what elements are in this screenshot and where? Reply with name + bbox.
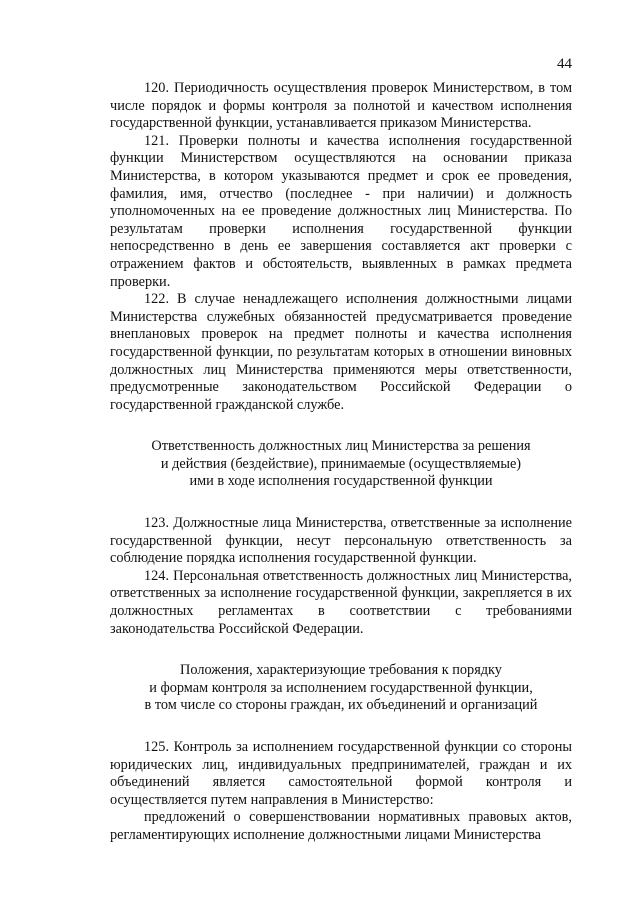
spacer xyxy=(110,715,572,739)
paragraph-122: 122. В случае ненадлежащего исполнения должностными лицами Министерства служебных обязанностей предусматривается проведение внеплановых проверок на предмет полноты и качества исполнения государственной функции, по результатам которых в отношении виновных должностных лиц Министерства применяются меры ответственности, предусмотренные законодательством Российской Федерации о государственной гражданской службе. xyxy=(110,291,572,413)
spacer xyxy=(110,638,572,662)
heading-line: ими в ходе исполнения государственной функции xyxy=(189,473,493,490)
paragraph-125: 125. Контроль за исполнением государственной функции со стороны юридических лиц, индивидуальных предпринимателей, граждан и их объединений является самостоятельной формой контроля и осуществляется путем направления в Министерство: xyxy=(110,739,572,808)
section-heading-control-requirements xyxy=(110,662,572,715)
paragraph-120: 120. Периодичность осуществления проверок Министерством, в том числе порядок и формы контроля за полнотой и качеством исполнения государственной функции, устанавливается приказом Министерства. xyxy=(110,80,572,132)
heading-line: Ответственность должностных лиц Министерства за решения xyxy=(151,438,531,455)
heading-line: и действия (бездействие), принимаемые (осуществляемые) xyxy=(160,455,522,472)
paragraph-123: 123. Должностные лица Министерства, ответственные за исполнение государственной функции, несут персональную ответственность за соблюдение порядка исполнения государственной функции. xyxy=(110,515,572,567)
heading-line: и формам контроля за исполнением государственной функции, xyxy=(149,679,533,696)
paragraph-124: 124. Персональная ответственность должностных лиц Министерства, ответственных за исполнение государственной функции, закрепляется в их должностных регламентах в соответствии с требованиями законодательства Российской Федерации. xyxy=(110,567,572,637)
paragraph-125-item: предложений о совершенствовании нормативных правовых актов, регламентирующих исполнение должностными лицами Министерства xyxy=(110,809,572,843)
page-number: 44 xyxy=(557,56,572,72)
section-heading-responsibility xyxy=(110,438,572,491)
spacer xyxy=(110,414,572,438)
paragraph-121: 121. Проверки полноты и качества исполнения государственной функции Министерством осуществляются на основании приказа Министерства, в котором указываются предмет и срок ее проведения, фамилия, имя, отчество (последнее - при наличии) и должность уполномоченных на ее проведение должностных лиц Министерства. По результатам проверки исполнения государственной функции непосредственно в день ее завершения составляется акт проверки с отражением фактов и обстоятельств, выявленных в рамках предмета проверки. xyxy=(110,132,572,290)
spacer xyxy=(110,491,572,515)
heading-line: Положения, характеризующие требования к порядку xyxy=(180,662,502,679)
document-body xyxy=(110,80,572,845)
heading-line: в том числе со стороны граждан, их объединений и организаций xyxy=(144,697,538,714)
